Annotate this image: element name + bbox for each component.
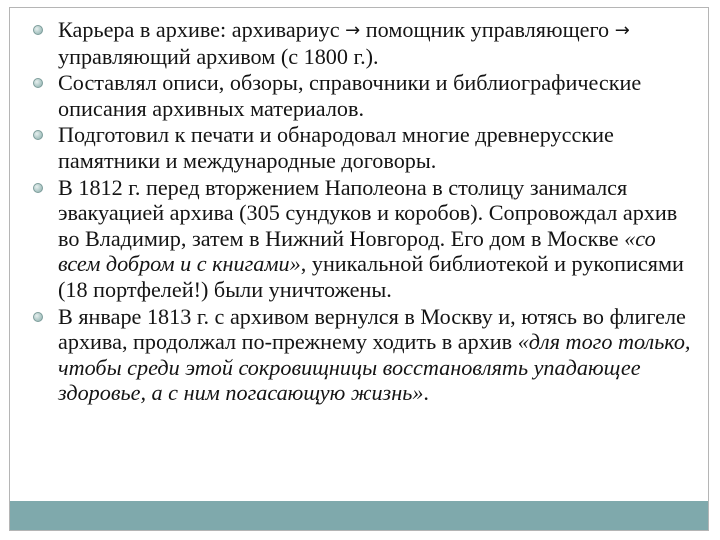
bullet-text: , уникальной библиотекой и рукописями (18 портфелей!) были уничтожены.: [58, 251, 684, 302]
bullet-icon: [33, 312, 43, 322]
bullet-icon: [33, 183, 43, 193]
bullet-text: Составлял описи, обзоры, справочники и библиографические описания архивных материалов.: [58, 70, 642, 121]
bullet-item-career: [33, 17, 693, 69]
quote-text: «для того только, чтобы среди этой сокровищницы восстановлять упадающее здоровье, а с ним погасающую жизнь»: [58, 329, 691, 406]
right-arrow-icon: →: [345, 20, 361, 41]
bullet-text: Карьера в архиве: архивариус: [58, 17, 346, 42]
bottom-band: [10, 501, 708, 530]
bullet-item-evacuation: [33, 175, 693, 303]
bullet-item-publications: [33, 122, 693, 173]
bullet-item-inventories: [33, 70, 693, 121]
bullet-text: В 1812 г. перед вторжением Наполеона в столицу занимался эвакуацией архива (305 сундуков и коробов). Сопровождал архив во Владимир, затем в Нижний Новгород. Его дом в Москве: [58, 174, 678, 251]
bullet-text: помощник управляющего: [360, 17, 615, 42]
bullet-text: Подготовил к печати и обнародовал многие древнерусские памятники и международные договоры.: [58, 122, 614, 173]
bullet-list: [33, 17, 693, 407]
bullet-icon: [33, 130, 43, 140]
quote-text: «со всем добром и с книгами»: [58, 225, 656, 277]
bullet-text: управляющий архивом (с 1800 г.).: [58, 43, 379, 69]
bullet-icon: [33, 25, 43, 35]
right-arrow-icon: →: [614, 20, 630, 41]
bullet-icon: [33, 78, 43, 88]
bullet-text: В январе 1813 г. с архивом вернулся в Москву и, ютясь во флигеле архива, продолжал по-прежнему ходить в архив: [58, 303, 686, 355]
bullet-text: .: [423, 380, 429, 406]
bullet-item-return: [33, 304, 693, 406]
